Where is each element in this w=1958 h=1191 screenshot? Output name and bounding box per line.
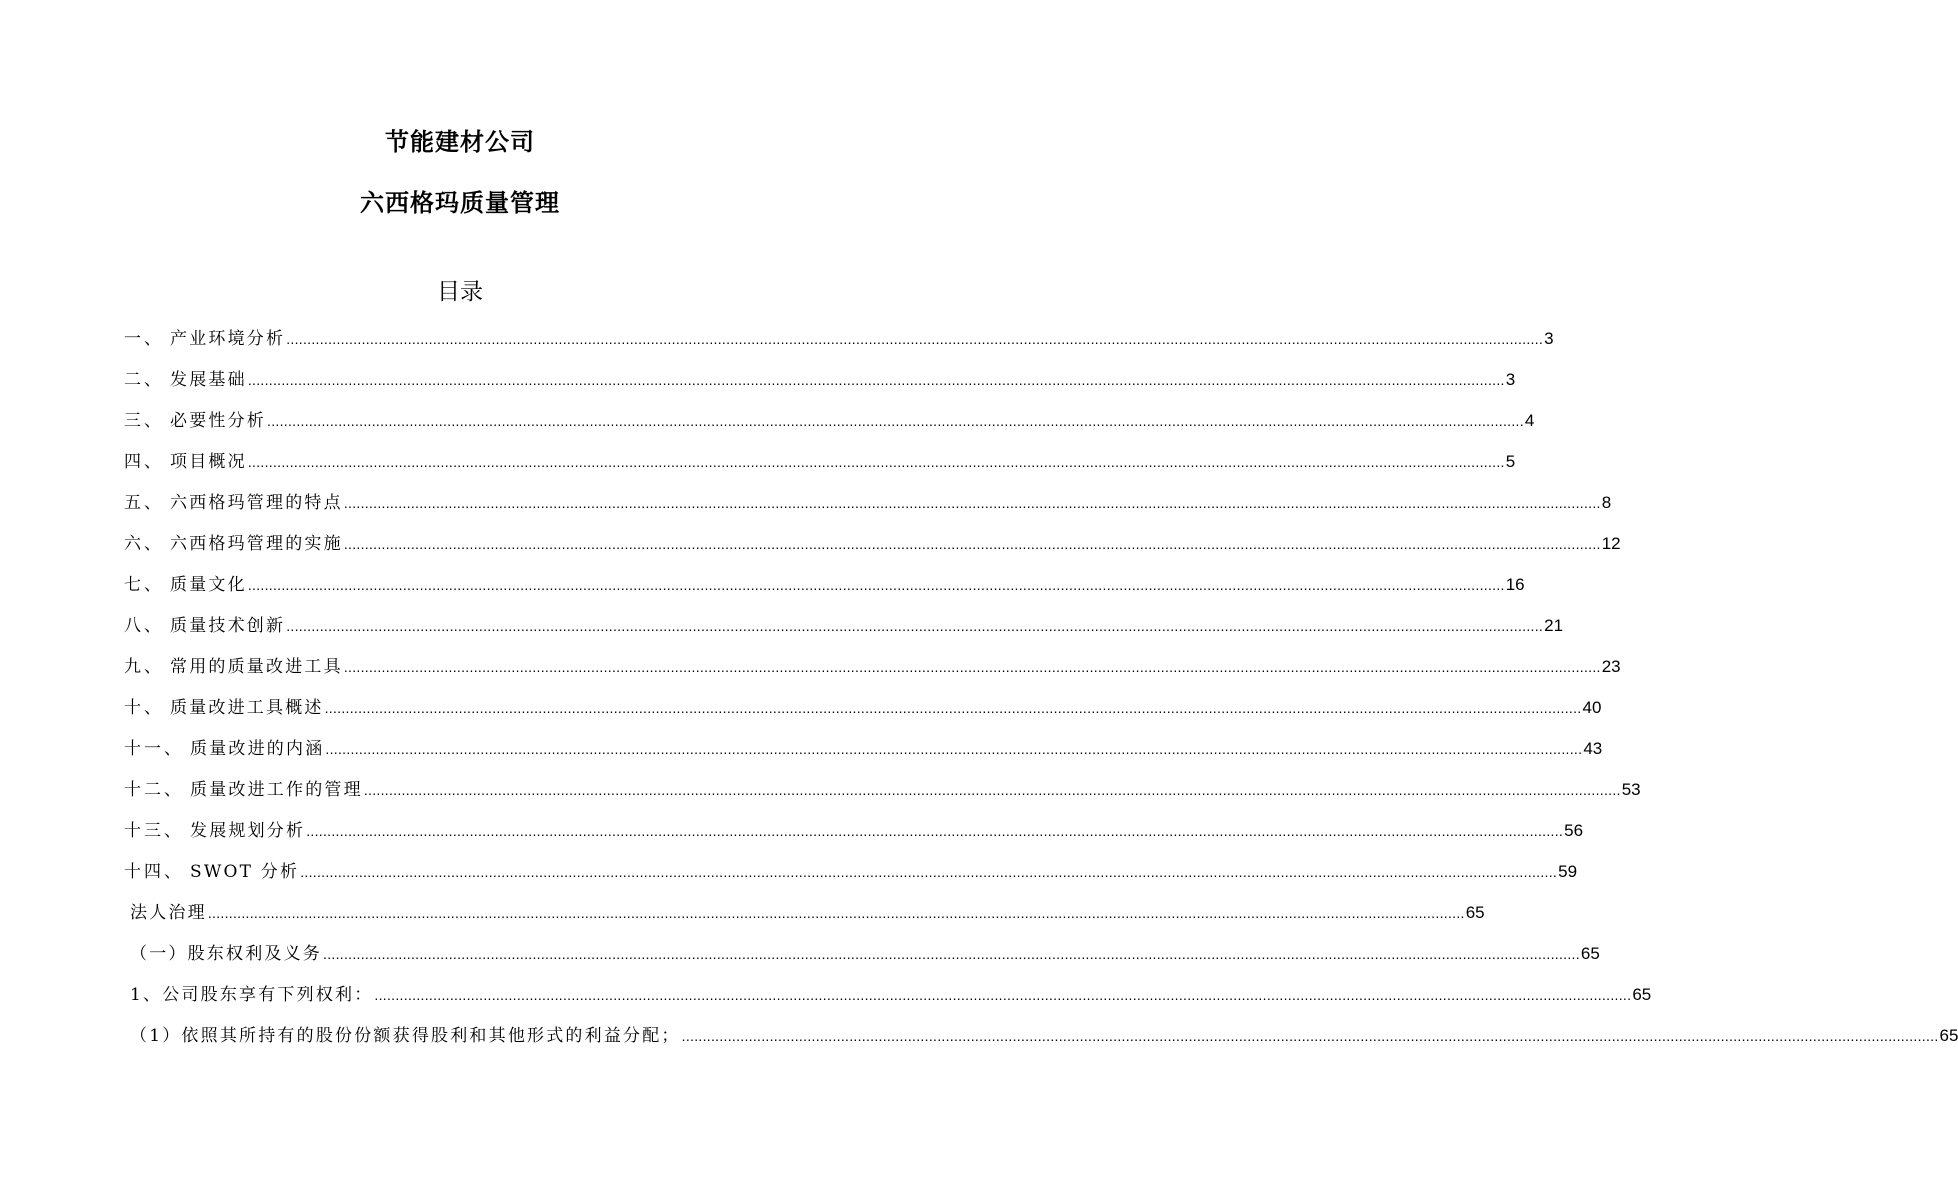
toc-entry-number: 六 — [124, 534, 144, 554]
toc-entry-label: 项目概况 — [170, 452, 247, 472]
toc-entry-label: 质量改进工作的管理 — [190, 780, 363, 800]
toc-dot-leader: ............................................................................................................................................................................................................................................................................................................ — [325, 741, 1583, 757]
toc-entry-label: 质量文化 — [170, 575, 247, 595]
toc-entry-label: 发展基础 — [170, 370, 247, 390]
toc-entry-number: 十三 — [124, 821, 164, 841]
toc-entry-label: SWOT 分析 — [190, 862, 300, 882]
toc-heading: 目录 — [437, 279, 483, 305]
toc-entry-label: （一）股东权利及义务 — [130, 944, 322, 964]
toc-entry-page: 8 — [1601, 493, 1612, 512]
toc-entry[interactable] — [124, 687, 1602, 728]
toc-entry[interactable] — [124, 441, 1516, 482]
toc-entry-separator: 、 — [144, 657, 164, 677]
toc-entry-number: 十二 — [124, 780, 164, 800]
table-of-contents — [124, 318, 1958, 1056]
toc-entry[interactable] — [124, 318, 1554, 359]
toc-entry-separator: 、 — [164, 780, 184, 800]
toc-entry-number: 七 — [124, 575, 144, 595]
toc-entry-number: 四 — [124, 452, 144, 472]
toc-entry-separator: 、 — [144, 575, 164, 595]
toc-entry[interactable] — [124, 523, 1621, 564]
toc-dot-leader: ............................................................................................................................................................................................................................................................................................................ — [286, 331, 1544, 347]
toc-entry-page: 65 — [1632, 985, 1652, 1004]
toc-entry[interactable] — [124, 359, 1516, 400]
toc-entry[interactable] — [124, 851, 1578, 892]
toc-entry-separator: 、 — [144, 616, 164, 636]
toc-entry-label: 常用的质量改进工具 — [170, 657, 343, 677]
toc-entry-page: 3 — [1505, 370, 1516, 389]
toc-entry-page: 5 — [1505, 452, 1516, 471]
toc-entry-label: 质量技术创新 — [170, 616, 286, 636]
toc-dot-leader: ............................................................................................................................................................................................................................................................................................................ — [207, 905, 1465, 921]
toc-entry[interactable] — [124, 810, 1584, 851]
toc-entry-label: 六西格玛管理的实施 — [170, 534, 343, 554]
toc-entry[interactable] — [124, 564, 1525, 605]
toc-entry-number: 三 — [124, 411, 144, 431]
toc-dot-leader: ............................................................................................................................................................................................................................................................................................................ — [306, 823, 1564, 839]
toc-dot-leader: ............................................................................................................................................................................................................................................................................................................ — [247, 577, 1505, 593]
toc-entry-separator: 、 — [144, 493, 164, 513]
document-title: 节能建材公司 — [385, 128, 535, 156]
toc-entry-page: 40 — [1582, 698, 1602, 717]
toc-dot-leader: ............................................................................................................................................................................................................................................................................................................ — [343, 495, 1601, 511]
toc-entry[interactable] — [124, 646, 1621, 687]
toc-entry[interactable] — [124, 728, 1603, 769]
toc-entry-page: 43 — [1583, 739, 1603, 758]
toc-entry-separator: 、 — [144, 411, 164, 431]
toc-entry-label: 六西格玛管理的特点 — [170, 493, 343, 513]
toc-dot-leader: ............................................................................................................................................................................................................................................................................................................ — [343, 536, 1601, 552]
toc-dot-leader: ............................................................................................................................................................................................................................................................................................................ — [247, 454, 1505, 470]
toc-entry[interactable] — [124, 892, 1485, 933]
toc-entry-number: 十四 — [124, 862, 164, 882]
toc-entry-separator: 、 — [144, 534, 164, 554]
toc-entry-page: 23 — [1601, 657, 1621, 676]
toc-entry-label: 发展规划分析 — [190, 821, 306, 841]
toc-entry-page: 65 — [1465, 903, 1485, 922]
toc-entry-page: 3 — [1544, 329, 1554, 348]
toc-dot-leader: ............................................................................................................................................................................................................................................................................................................ — [374, 987, 1632, 1003]
toc-dot-leader: ............................................................................................................................................................................................................................................................................................................ — [300, 864, 1558, 880]
toc-entry-label: 产业环境分析 — [170, 329, 286, 349]
toc-entry-page: 53 — [1621, 780, 1641, 799]
toc-entry-label: 必要性分析 — [170, 411, 266, 431]
toc-entry-number: 五 — [124, 493, 144, 513]
toc-entry-separator: 、 — [144, 370, 164, 390]
toc-entry-label: 质量改进的内涵 — [190, 739, 325, 759]
toc-entry[interactable] — [124, 974, 1652, 1015]
toc-dot-leader: ............................................................................................................................................................................................................................................................................................................ — [681, 1028, 1939, 1044]
toc-entry-label: 质量改进工具概述 — [170, 698, 324, 718]
toc-entry-page: 21 — [1544, 616, 1564, 635]
document-subtitle: 六西格玛质量管理 — [360, 189, 560, 217]
toc-entry-number: 八 — [124, 616, 144, 636]
toc-entry[interactable] — [124, 769, 1641, 810]
toc-entry-page: 65 — [1580, 944, 1600, 963]
toc-entry-page: 12 — [1601, 534, 1621, 553]
toc-entry-number: 九 — [124, 657, 144, 677]
toc-entry-separator: 、 — [144, 452, 164, 472]
toc-dot-leader: ............................................................................................................................................................................................................................................................................................................ — [286, 618, 1544, 634]
toc-entry-page: 16 — [1505, 575, 1525, 594]
toc-dot-leader: ............................................................................................................................................................................................................................................................................................................ — [363, 782, 1621, 798]
toc-entry-number: 十一 — [124, 739, 164, 759]
toc-entry[interactable] — [124, 933, 1600, 974]
toc-entry-label: 法人治理 — [130, 903, 207, 923]
toc-entry-label: 1、公司股东享有下列权利： — [130, 985, 374, 1005]
toc-entry-separator: 、 — [144, 698, 164, 718]
toc-entry[interactable] — [124, 1015, 1958, 1056]
toc-entry[interactable] — [124, 482, 1612, 523]
toc-entry-separator: 、 — [164, 739, 184, 759]
toc-entry-page: 59 — [1558, 862, 1578, 881]
toc-entry[interactable] — [124, 605, 1564, 646]
toc-dot-leader: ............................................................................................................................................................................................................................................................................................................ — [324, 700, 1582, 716]
toc-dot-leader: ............................................................................................................................................................................................................................................................................................................ — [323, 946, 1580, 962]
toc-entry[interactable] — [124, 400, 1535, 441]
toc-entry-page: 4 — [1524, 411, 1535, 430]
toc-entry-separator: 、 — [144, 329, 164, 349]
toc-entry-number: 十 — [124, 698, 144, 718]
toc-dot-leader: ............................................................................................................................................................................................................................................................................................................ — [343, 659, 1601, 675]
toc-entry-separator: 、 — [164, 821, 184, 841]
toc-entry-page: 56 — [1564, 821, 1584, 840]
toc-entry-number: 一 — [124, 329, 144, 349]
toc-entry-label: （1）依照其所持有的股份份额获得股利和其他形式的利益分配； — [130, 1026, 681, 1046]
toc-dot-leader: ............................................................................................................................................................................................................................................................................................................ — [267, 413, 1524, 429]
toc-dot-leader: ............................................................................................................................................................................................................................................................................................................ — [247, 372, 1505, 388]
toc-entry-separator: 、 — [164, 862, 184, 882]
toc-entry-page: 65 — [1939, 1026, 1958, 1045]
toc-entry-number: 二 — [124, 370, 144, 390]
